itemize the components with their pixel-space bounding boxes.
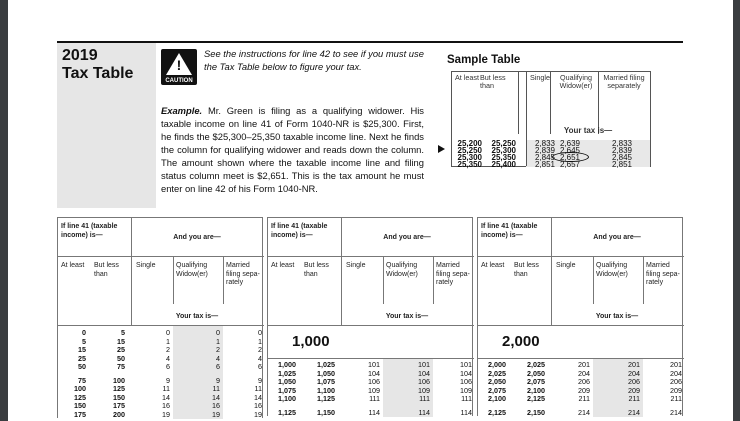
table-cell: 50: [117, 353, 125, 363]
header-your-tax: Your tax is—: [175, 313, 219, 320]
table-cell: 106: [460, 377, 472, 386]
table-cell: 2,125: [527, 394, 545, 403]
table-cell: 75: [117, 362, 125, 371]
sample-cell: 2,651: [559, 153, 581, 162]
table-cell: 1,075: [317, 377, 335, 386]
table-cell: 25: [117, 345, 125, 354]
sample-cell: 2,657: [559, 160, 581, 169]
table-cell: 211: [670, 394, 682, 403]
table-cell: 104: [368, 368, 380, 378]
table-cell: 125: [74, 392, 86, 402]
table-cell: 100: [113, 375, 125, 385]
table-cell: 5: [82, 336, 86, 346]
band-divider: [268, 358, 474, 359]
sample-cell: 25,250: [457, 146, 482, 155]
band-divider: [478, 358, 684, 359]
table-cell: 101: [460, 360, 472, 369]
table-cell: 19: [212, 409, 220, 419]
table-cell: 4: [216, 353, 220, 363]
table-cell: 106: [418, 377, 430, 386]
table-cell: 4: [258, 353, 262, 363]
table-cell: 0: [166, 328, 170, 337]
table-cell: 4: [166, 353, 170, 363]
table-cell: 1: [216, 336, 220, 346]
table-cell: 175: [74, 409, 86, 419]
table-cell: 200: [113, 409, 125, 419]
header-but-less: But less than: [304, 262, 329, 278]
table-cell: 11: [162, 384, 170, 393]
table-cell: 2,050: [527, 368, 545, 378]
sample-cell: 25,250: [491, 139, 516, 148]
table-cell: 109: [368, 385, 380, 395]
table-cell: 75: [78, 375, 86, 385]
table-cell: 1,025: [317, 360, 335, 369]
table-cell: 114: [460, 407, 472, 417]
viewer-left-edge: [0, 0, 8, 421]
table-cell: 114: [418, 407, 430, 417]
table-cell: 2,075: [488, 385, 506, 395]
header-but-less: But less than: [94, 262, 119, 278]
sample-cell: 2,639: [559, 139, 581, 148]
table-cell: 211: [578, 394, 590, 403]
header-single: Single: [136, 262, 156, 269]
table-cell: 100: [74, 384, 86, 393]
table-cell: 1,000: [278, 360, 296, 369]
table-cell: 14: [212, 392, 220, 402]
table-cell: 209: [578, 385, 590, 395]
sample-header: Single: [530, 73, 550, 82]
example-paragraph: [161, 104, 424, 195]
tax-table-3: [477, 217, 683, 416]
table-cell: 9: [166, 375, 170, 385]
sample-cell: 25,350: [491, 153, 516, 162]
sample-cell: 2,645: [559, 146, 581, 155]
tax-table-1: [57, 217, 263, 418]
header-divider: [58, 256, 264, 257]
sample-cell: 2,851: [534, 160, 556, 169]
header-mfs: Married filing sepa- rately: [436, 262, 470, 286]
table-cell: 204: [628, 368, 640, 378]
table-cell: 111: [369, 394, 380, 403]
table-cell: 19: [254, 409, 262, 419]
title-year: 2019: [62, 47, 98, 64]
header-divider: [58, 325, 264, 326]
table-cell: 209: [670, 385, 682, 395]
sample-header: At least: [455, 73, 479, 82]
table-cell: 1,050: [317, 368, 335, 378]
header-divider: [478, 256, 684, 257]
page-title: Tax Table: [62, 65, 134, 82]
table-cell: 2,000: [488, 360, 506, 369]
table-cell: 2,125: [488, 407, 506, 417]
table-cell: 175: [113, 401, 125, 410]
table-cell: 2: [166, 345, 170, 354]
sample-cell: 2,851: [611, 160, 633, 169]
table-cell: 214: [628, 407, 640, 417]
table-cell: 2,100: [527, 385, 545, 395]
table-cell: 106: [368, 377, 380, 386]
table-cell: 214: [670, 407, 682, 417]
table-cell: 6: [216, 362, 220, 371]
header-at-least: At least: [271, 262, 295, 269]
sample-cell: 2,845: [534, 153, 556, 162]
sample-your-tax: Your tax is—: [563, 126, 613, 135]
example-lead: Example.: [161, 105, 203, 116]
table-cell: 201: [670, 360, 682, 369]
column-divider: [173, 256, 174, 304]
table-cell: 9: [216, 375, 220, 385]
column-divider: [383, 256, 384, 304]
header-at-least: At least: [481, 262, 505, 269]
table-cell: 14: [162, 392, 170, 402]
table-cell: 50: [78, 362, 86, 371]
sample-cell: 2,839: [611, 146, 633, 155]
sample-cell: 2,833: [611, 139, 633, 148]
header-income: If line 41 (taxable income) is—: [271, 223, 328, 239]
column-divider: [433, 256, 434, 304]
table-cell: 25: [78, 353, 86, 363]
header-your-tax: Your tax is—: [385, 313, 429, 320]
table-cell: 1,100: [278, 394, 296, 403]
header-qw: Qualifying Widow(er): [596, 262, 628, 278]
table-cell: 204: [578, 368, 590, 378]
sample-cell: 2,839: [534, 146, 556, 155]
header-at-least: At least: [61, 262, 85, 269]
table-cell: 16: [212, 401, 220, 410]
table-cell: 16: [254, 401, 262, 410]
table-cell: 2,075: [527, 377, 545, 386]
table-cell: 11: [254, 384, 262, 393]
table-cell: 5: [121, 328, 125, 337]
table-cell: 214: [578, 407, 590, 417]
header-single: Single: [346, 262, 366, 269]
sample-table: [447, 54, 645, 169]
table-cell: 209: [628, 385, 640, 395]
sample-table-title: Sample Table: [447, 54, 521, 66]
table-cell: 9: [258, 375, 262, 385]
header-qw: Qualifying Widow(er): [386, 262, 418, 278]
sample-cell: 25,300: [457, 153, 482, 162]
instructions-text: See the instructions for line 42 to see if you must use the Tax Table below to figure your tax.: [204, 48, 424, 72]
table-cell: 125: [113, 384, 125, 393]
table-cell: 2: [216, 345, 220, 354]
table-cell: 206: [670, 377, 682, 386]
table-cell: 11: [212, 384, 220, 393]
sample-header: But less than: [480, 73, 506, 90]
table-cell: 109: [418, 385, 430, 395]
sample-row: [452, 161, 650, 168]
table-cell: 14: [254, 392, 262, 402]
sample-cell: 25,200: [457, 139, 482, 148]
table-cell: 2,025: [488, 368, 506, 378]
caution-icon: ! CAUTION: [161, 49, 197, 85]
table-cell: 1,075: [278, 385, 296, 395]
table-cell: 206: [628, 377, 640, 386]
table-cell: 101: [418, 360, 430, 369]
table-cell: 19: [162, 409, 170, 419]
sample-cell: 25,300: [491, 146, 516, 155]
table-cell: 111: [461, 394, 472, 403]
column-divider: [593, 256, 594, 304]
arrow-icon: [438, 145, 445, 153]
table-cell: 1,025: [278, 368, 296, 378]
header-and-you-are: And you are—: [593, 234, 641, 241]
header-income: If line 41 (taxable income) is—: [61, 223, 118, 239]
table-cell: 6: [166, 362, 170, 371]
sample-cell: 2,833: [534, 139, 556, 148]
table-cell: 201: [628, 360, 640, 369]
title-box: [57, 43, 156, 208]
header-and-you-are: And you are—: [383, 234, 431, 241]
column-divider: [223, 256, 224, 304]
caution-label: CAUTION: [165, 78, 193, 84]
table-cell: 0: [216, 328, 220, 337]
header-mfs: Married filing sepa- rately: [226, 262, 260, 286]
table-cell: 6: [258, 362, 262, 371]
table-cell: 104: [418, 368, 430, 378]
sample-cell: 25,350: [457, 160, 482, 169]
table-cell: 211: [628, 394, 640, 403]
header-divider: [268, 256, 474, 257]
table-cell: 15: [78, 345, 86, 354]
header-mfs: Married filing sepa- rately: [646, 262, 680, 286]
header-divider: [268, 325, 474, 326]
table-cell: 150: [113, 392, 125, 402]
table-cell: 201: [578, 360, 590, 369]
table-cell: 1,100: [317, 385, 335, 395]
table-cell: 15: [117, 336, 125, 346]
table-cell: 111: [419, 394, 430, 403]
table-cell: 114: [368, 407, 380, 417]
sample-header: Married filing separately: [603, 73, 645, 90]
table-cell: 104: [460, 368, 472, 378]
sample-cell: 2,845: [611, 153, 633, 162]
table-cell: 0: [258, 328, 262, 337]
table-cell: 2,025: [527, 360, 545, 369]
table-cell: 2,050: [488, 377, 506, 386]
table-cell: 109: [460, 385, 472, 395]
header-divider: [478, 325, 684, 326]
table-cell: 16: [162, 401, 170, 410]
sample-cell: 25,400: [491, 160, 516, 169]
table-cell: 204: [670, 368, 682, 378]
table-cell: 150: [74, 401, 86, 410]
header-your-tax: Your tax is—: [595, 313, 639, 320]
tax-table-2: [267, 217, 473, 416]
table-cell: 1,050: [278, 377, 296, 386]
table-cell: 1,125: [278, 407, 296, 417]
table-cell: 2,150: [527, 407, 545, 417]
header-and-you-are: And you are—: [173, 234, 221, 241]
table-cell: 2,100: [488, 394, 506, 403]
income-band-heading: 1,000: [292, 333, 330, 350]
header-but-less: But less than: [514, 262, 539, 278]
viewer-right-edge: [733, 0, 740, 421]
table-cell: 1: [166, 336, 170, 346]
header-income: If line 41 (taxable income) is—: [481, 223, 538, 239]
table-cell: 1,125: [317, 394, 335, 403]
table-cell: 101: [368, 360, 380, 369]
income-band-heading: 2,000: [502, 333, 540, 350]
example-body: Mr. Green is filing as a qualifying widower. His taxable income on line 41 of Form 1040-NR is $25,300. First, he finds the $25,300–25,350 taxable income line. Next he finds the column for qualifying widower and reads down the column. The amount shown where the taxable income line and filing status column meet is $2,651. This is the tax amount he must enter on line 42 of his Form 1040-NR.: [161, 105, 424, 194]
sample-table-grid: [451, 71, 651, 167]
table-cell: 2: [258, 345, 262, 354]
table-cell: 1,150: [317, 407, 335, 417]
table-cell: 206: [578, 377, 590, 386]
header-single: Single: [556, 262, 576, 269]
sample-header: Qualifying Widow(er): [559, 73, 593, 90]
table-cell: 1: [258, 336, 262, 346]
table-cell: 0: [82, 328, 86, 337]
column-divider: [643, 256, 644, 304]
header-qw: Qualifying Widow(er): [176, 262, 208, 278]
